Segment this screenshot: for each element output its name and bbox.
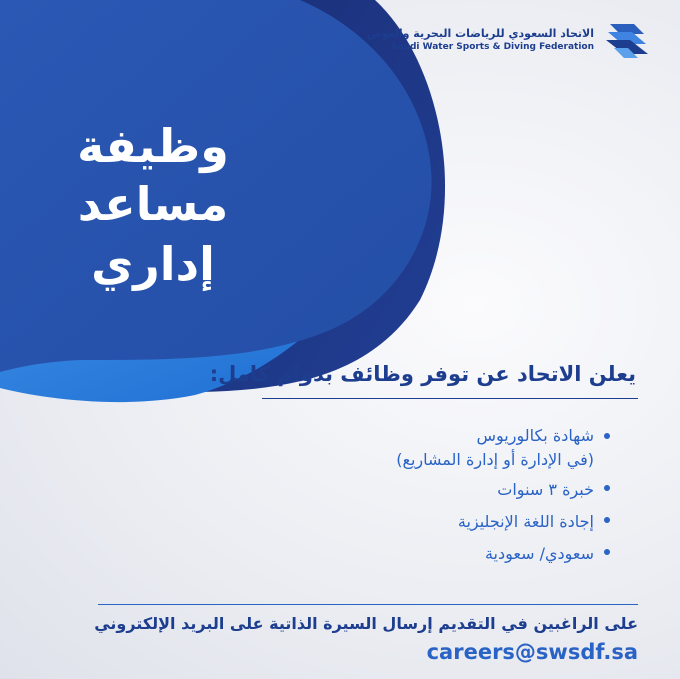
logo-arabic-name: الاتحاد السعودي للرياضات البحرية والغوص	[366, 26, 594, 40]
footer-divider	[98, 604, 638, 605]
requirement-text: خبرة ٣ سنوات	[497, 480, 594, 499]
requirement-experience	[396, 476, 594, 504]
careers-email-link[interactable]: careers@swsdf.sa	[426, 640, 638, 664]
logo-text	[367, 27, 594, 54]
logo-english-name: Saudi Water Sports & Diving Federation	[390, 41, 594, 52]
announcement-divider	[262, 398, 638, 399]
requirement-degree	[396, 424, 594, 472]
requirement-nationality	[396, 540, 594, 568]
announcement-heading: يعلن الاتحاد عن توفر وظائف بدوام كامل:	[209, 362, 636, 386]
title-line-2: مساعد إداري	[77, 177, 229, 291]
requirement-subtext: (في الإدارة أو إدارة المشاريع)	[396, 450, 594, 469]
bullet-icon	[604, 485, 610, 491]
federation-logo	[367, 20, 650, 60]
apply-instructions: على الراغبين في التقديم إرسال السيرة الذاتية على البريد الإلكتروني	[94, 614, 638, 633]
requirement-text: شهادة بكالوريوس	[476, 426, 594, 445]
requirement-text: إجادة اللغة الإنجليزية	[457, 512, 594, 531]
requirements-list	[396, 424, 594, 572]
bullet-icon	[604, 433, 610, 439]
bullet-icon	[604, 549, 610, 555]
requirement-text: سعودي/ سعودية	[484, 544, 594, 563]
requirement-english	[396, 508, 594, 536]
title-line-1: وظيفة	[77, 119, 229, 173]
job-title	[22, 118, 284, 294]
wave-stripes-icon	[604, 20, 650, 60]
bullet-icon	[604, 517, 610, 523]
